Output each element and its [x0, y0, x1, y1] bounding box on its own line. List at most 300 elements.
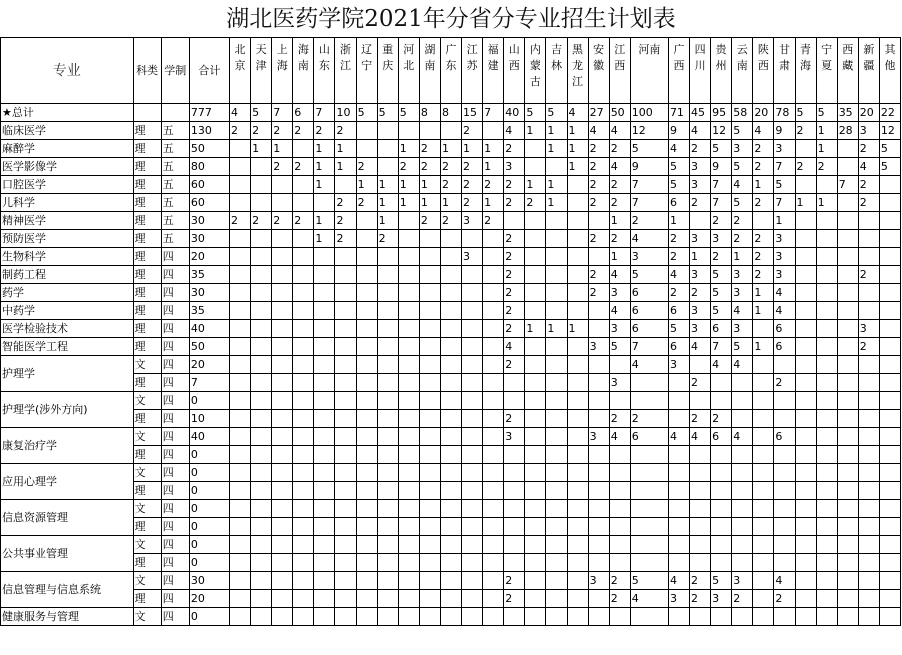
value-cell: 2: [588, 140, 609, 158]
value-cell: 2: [335, 194, 356, 212]
value-cell: [272, 590, 293, 608]
value-cell: [546, 518, 567, 536]
category-cell: 理: [133, 194, 161, 212]
duration-cell: 五: [161, 194, 189, 212]
value-cell: [732, 554, 753, 572]
duration-cell: 四: [161, 248, 189, 266]
header-province: 宁夏: [816, 38, 837, 104]
value-cell: [879, 338, 900, 356]
category-cell: 理: [133, 446, 161, 464]
value-cell: 2: [504, 194, 525, 212]
value-cell: [795, 320, 816, 338]
value-cell: 5: [630, 266, 668, 284]
total-cell: 0: [189, 464, 229, 482]
total-cell: 0: [189, 482, 229, 500]
value-cell: [816, 266, 837, 284]
value-cell: [483, 284, 504, 302]
header-province: 吉林: [546, 38, 567, 104]
value-cell: [567, 194, 588, 212]
value-cell: 5: [774, 176, 795, 194]
value-cell: [377, 122, 398, 140]
value-cell: [251, 572, 272, 590]
value-cell: 2: [251, 122, 272, 140]
duration-cell: 四: [161, 500, 189, 518]
value-cell: 5: [879, 158, 900, 176]
value-cell: [483, 302, 504, 320]
value-cell: 2: [504, 320, 525, 338]
value-cell: [440, 554, 461, 572]
value-cell: [546, 428, 567, 446]
value-cell: [314, 248, 335, 266]
header-province: 广东: [440, 38, 461, 104]
value-cell: 1: [483, 158, 504, 176]
value-cell: [230, 158, 251, 176]
table-row: [1, 536, 901, 554]
value-cell: 2: [858, 194, 879, 212]
value-cell: [377, 284, 398, 302]
value-cell: 2: [525, 194, 546, 212]
value-cell: 6: [711, 428, 732, 446]
value-cell: [293, 320, 314, 338]
total-cell: 0: [189, 554, 229, 572]
duration-cell: 四: [161, 392, 189, 410]
value-cell: [335, 176, 356, 194]
value-cell: [567, 464, 588, 482]
header-province: 江苏: [462, 38, 483, 104]
value-cell: [483, 572, 504, 590]
value-cell: 1: [314, 212, 335, 230]
value-cell: 1: [567, 158, 588, 176]
duration-cell: 四: [161, 374, 189, 392]
value-cell: [440, 500, 461, 518]
total-cell: 50: [189, 140, 229, 158]
value-cell: [230, 302, 251, 320]
value-cell: [546, 536, 567, 554]
value-cell: [483, 338, 504, 356]
value-cell: [630, 482, 668, 500]
value-cell: [795, 500, 816, 518]
value-cell: [525, 284, 546, 302]
major-cell: 护理学: [1, 356, 134, 392]
value-cell: [567, 428, 588, 446]
value-cell: 3: [858, 320, 879, 338]
value-cell: 1: [525, 320, 546, 338]
value-cell: [732, 500, 753, 518]
value-cell: 2: [504, 266, 525, 284]
value-cell: [546, 410, 567, 428]
value-cell: [272, 572, 293, 590]
value-cell: [377, 302, 398, 320]
value-cell: [314, 302, 335, 320]
category-cell: 理: [133, 122, 161, 140]
value-cell: 2: [609, 230, 630, 248]
value-cell: 7: [314, 104, 335, 122]
value-cell: [795, 356, 816, 374]
value-cell: [335, 572, 356, 590]
duration-cell: 四: [161, 410, 189, 428]
value-cell: [588, 536, 609, 554]
value-cell: [398, 536, 419, 554]
value-cell: 2: [711, 248, 732, 266]
duration-cell: 五: [161, 212, 189, 230]
value-cell: [690, 464, 711, 482]
total-cell: 40: [189, 428, 229, 446]
header-duration: 学制: [161, 38, 189, 104]
value-cell: [230, 140, 251, 158]
total-cell: 40: [189, 320, 229, 338]
value-cell: [753, 572, 774, 590]
value-cell: 8: [419, 104, 440, 122]
duration-cell: 四: [161, 302, 189, 320]
value-cell: 3: [774, 248, 795, 266]
value-cell: [837, 518, 858, 536]
value-cell: [335, 590, 356, 608]
value-cell: [230, 464, 251, 482]
header-province: 北京: [230, 38, 251, 104]
table-row: [1, 554, 901, 572]
value-cell: [230, 392, 251, 410]
value-cell: 6: [774, 338, 795, 356]
value-cell: [462, 482, 483, 500]
value-cell: [440, 302, 461, 320]
value-cell: 1: [483, 140, 504, 158]
value-cell: 6: [668, 302, 689, 320]
value-cell: 2: [419, 158, 440, 176]
duration-cell: 四: [161, 266, 189, 284]
value-cell: 2: [293, 212, 314, 230]
table-row: [1, 266, 901, 284]
value-cell: 2: [272, 122, 293, 140]
value-cell: 2: [230, 212, 251, 230]
value-cell: [567, 554, 588, 572]
value-cell: [711, 464, 732, 482]
value-cell: [774, 392, 795, 410]
value-cell: [858, 248, 879, 266]
value-cell: 1: [398, 140, 419, 158]
major-cell: 护理学(涉外方向): [1, 392, 134, 428]
value-cell: [251, 608, 272, 626]
category-cell: 理: [133, 140, 161, 158]
value-cell: 6: [668, 338, 689, 356]
value-cell: 2: [690, 374, 711, 392]
value-cell: [858, 302, 879, 320]
table-row: [1, 392, 901, 410]
value-cell: [504, 392, 525, 410]
value-cell: [419, 266, 440, 284]
value-cell: 2: [774, 590, 795, 608]
value-cell: [525, 590, 546, 608]
table-row: [1, 302, 901, 320]
value-cell: [398, 554, 419, 572]
value-cell: [711, 608, 732, 626]
value-cell: [230, 338, 251, 356]
value-cell: [440, 410, 461, 428]
value-cell: [795, 230, 816, 248]
value-cell: [356, 446, 377, 464]
value-cell: 3: [609, 320, 630, 338]
major-cell: 预防医学: [1, 230, 134, 248]
value-cell: 1: [546, 122, 567, 140]
value-cell: [230, 500, 251, 518]
value-cell: 2: [732, 590, 753, 608]
value-cell: [816, 374, 837, 392]
table-row: [1, 374, 901, 392]
total-cell: 30: [189, 572, 229, 590]
value-cell: 1: [377, 212, 398, 230]
value-cell: 2: [588, 176, 609, 194]
category-cell: 理: [133, 482, 161, 500]
value-cell: [546, 572, 567, 590]
category-cell: 理: [133, 212, 161, 230]
value-cell: [293, 284, 314, 302]
value-cell: [314, 374, 335, 392]
value-cell: [504, 212, 525, 230]
value-cell: [774, 518, 795, 536]
total-cell: 35: [189, 266, 229, 284]
value-cell: 2: [609, 140, 630, 158]
value-cell: [230, 536, 251, 554]
value-cell: [483, 464, 504, 482]
value-cell: 45: [690, 104, 711, 122]
total-cell: 0: [189, 518, 229, 536]
value-cell: [546, 302, 567, 320]
value-cell: 4: [504, 122, 525, 140]
value-cell: [525, 500, 546, 518]
value-cell: 1: [816, 194, 837, 212]
value-cell: [879, 266, 900, 284]
value-cell: [567, 338, 588, 356]
value-cell: [314, 446, 335, 464]
value-cell: [335, 320, 356, 338]
table-row: [1, 482, 901, 500]
value-cell: [398, 410, 419, 428]
value-cell: [546, 158, 567, 176]
value-cell: [483, 248, 504, 266]
value-cell: [546, 284, 567, 302]
value-cell: [690, 608, 711, 626]
value-cell: 1: [419, 176, 440, 194]
value-cell: [858, 590, 879, 608]
value-cell: [588, 500, 609, 518]
value-cell: [588, 518, 609, 536]
value-cell: [879, 428, 900, 446]
value-cell: [251, 482, 272, 500]
value-cell: 20: [753, 104, 774, 122]
category-cell: 理: [133, 554, 161, 572]
value-cell: [774, 410, 795, 428]
major-cell: ★总计: [1, 104, 134, 122]
value-cell: 4: [732, 356, 753, 374]
value-cell: [356, 608, 377, 626]
major-cell: 中药学: [1, 302, 134, 320]
value-cell: [398, 248, 419, 266]
value-cell: [230, 320, 251, 338]
value-cell: 3: [858, 122, 879, 140]
value-cell: [335, 446, 356, 464]
value-cell: [525, 248, 546, 266]
value-cell: 3: [690, 320, 711, 338]
value-cell: 2: [816, 158, 837, 176]
value-cell: [546, 248, 567, 266]
value-cell: 2: [668, 248, 689, 266]
value-cell: 2: [588, 266, 609, 284]
major-cell: 信息资源管理: [1, 500, 134, 536]
value-cell: [609, 554, 630, 572]
value-cell: 2: [753, 140, 774, 158]
major-cell: 公共事业管理: [1, 536, 134, 572]
total-cell: 20: [189, 590, 229, 608]
value-cell: [732, 536, 753, 554]
value-cell: 7: [483, 104, 504, 122]
value-cell: [504, 482, 525, 500]
value-cell: [609, 464, 630, 482]
value-cell: 2: [588, 194, 609, 212]
value-cell: 3: [609, 374, 630, 392]
value-cell: [462, 446, 483, 464]
value-cell: [690, 446, 711, 464]
value-cell: [525, 338, 546, 356]
value-cell: [525, 572, 546, 590]
total-cell: 35: [189, 302, 229, 320]
value-cell: [732, 482, 753, 500]
value-cell: 3: [588, 338, 609, 356]
value-cell: [879, 194, 900, 212]
value-cell: [879, 302, 900, 320]
value-cell: [377, 608, 398, 626]
value-cell: [816, 230, 837, 248]
value-cell: 3: [774, 266, 795, 284]
value-cell: [440, 248, 461, 266]
header-province: 河北: [398, 38, 419, 104]
value-cell: 2: [753, 248, 774, 266]
value-cell: 4: [774, 284, 795, 302]
value-cell: 2: [668, 284, 689, 302]
value-cell: [879, 176, 900, 194]
value-cell: 2: [609, 176, 630, 194]
value-cell: 2: [609, 590, 630, 608]
value-cell: [816, 572, 837, 590]
value-cell: [440, 608, 461, 626]
value-cell: [609, 356, 630, 374]
value-cell: 2: [398, 158, 419, 176]
value-cell: 6: [630, 320, 668, 338]
category-cell: 文: [133, 608, 161, 626]
value-cell: [398, 284, 419, 302]
value-cell: [525, 608, 546, 626]
value-cell: [293, 194, 314, 212]
value-cell: [795, 284, 816, 302]
total-cell: 7: [189, 374, 229, 392]
value-cell: [879, 446, 900, 464]
value-cell: [546, 590, 567, 608]
value-cell: [837, 248, 858, 266]
value-cell: 3: [462, 248, 483, 266]
value-cell: 2: [858, 176, 879, 194]
value-cell: [398, 266, 419, 284]
value-cell: [753, 554, 774, 572]
value-cell: [753, 464, 774, 482]
value-cell: [525, 554, 546, 572]
duration-cell: 四: [161, 284, 189, 302]
value-cell: [504, 554, 525, 572]
header-row: [1, 38, 901, 104]
value-cell: [419, 500, 440, 518]
value-cell: 1: [753, 176, 774, 194]
value-cell: [398, 572, 419, 590]
value-cell: [588, 446, 609, 464]
value-cell: [816, 500, 837, 518]
duration-cell: 四: [161, 554, 189, 572]
value-cell: [398, 392, 419, 410]
value-cell: [251, 500, 272, 518]
value-cell: [419, 356, 440, 374]
value-cell: [837, 536, 858, 554]
value-cell: [774, 608, 795, 626]
header-province: 辽宁: [356, 38, 377, 104]
value-cell: 5: [816, 104, 837, 122]
duration-cell: 四: [161, 608, 189, 626]
header-province: 西藏: [837, 38, 858, 104]
value-cell: [588, 356, 609, 374]
header-major: 专业: [1, 38, 134, 104]
value-cell: [879, 392, 900, 410]
value-cell: [335, 302, 356, 320]
value-cell: [630, 536, 668, 554]
category-cell: 理: [133, 176, 161, 194]
value-cell: [335, 536, 356, 554]
value-cell: 2: [711, 410, 732, 428]
value-cell: 2: [795, 122, 816, 140]
value-cell: [525, 140, 546, 158]
value-cell: [293, 572, 314, 590]
value-cell: [879, 212, 900, 230]
value-cell: [668, 536, 689, 554]
value-cell: 3: [774, 140, 795, 158]
value-cell: [525, 230, 546, 248]
value-cell: 1: [251, 140, 272, 158]
value-cell: [272, 554, 293, 572]
value-cell: 2: [753, 230, 774, 248]
value-cell: [335, 356, 356, 374]
value-cell: 1: [567, 320, 588, 338]
header-province: 山西: [504, 38, 525, 104]
value-cell: [732, 518, 753, 536]
table-row: [1, 446, 901, 464]
value-cell: [609, 608, 630, 626]
value-cell: [314, 482, 335, 500]
value-cell: [293, 374, 314, 392]
value-cell: [753, 500, 774, 518]
value-cell: [419, 410, 440, 428]
value-cell: [630, 392, 668, 410]
duration-cell: [161, 104, 189, 122]
category-cell: 文: [133, 392, 161, 410]
value-cell: [293, 140, 314, 158]
value-cell: [356, 284, 377, 302]
value-cell: 50: [609, 104, 630, 122]
value-cell: 5: [525, 104, 546, 122]
value-cell: [879, 518, 900, 536]
value-cell: 4: [858, 158, 879, 176]
value-cell: [419, 572, 440, 590]
value-cell: [668, 446, 689, 464]
value-cell: [753, 374, 774, 392]
value-cell: [504, 374, 525, 392]
value-cell: [837, 284, 858, 302]
value-cell: 6: [630, 284, 668, 302]
table-row: [1, 122, 901, 140]
value-cell: 4: [711, 356, 732, 374]
